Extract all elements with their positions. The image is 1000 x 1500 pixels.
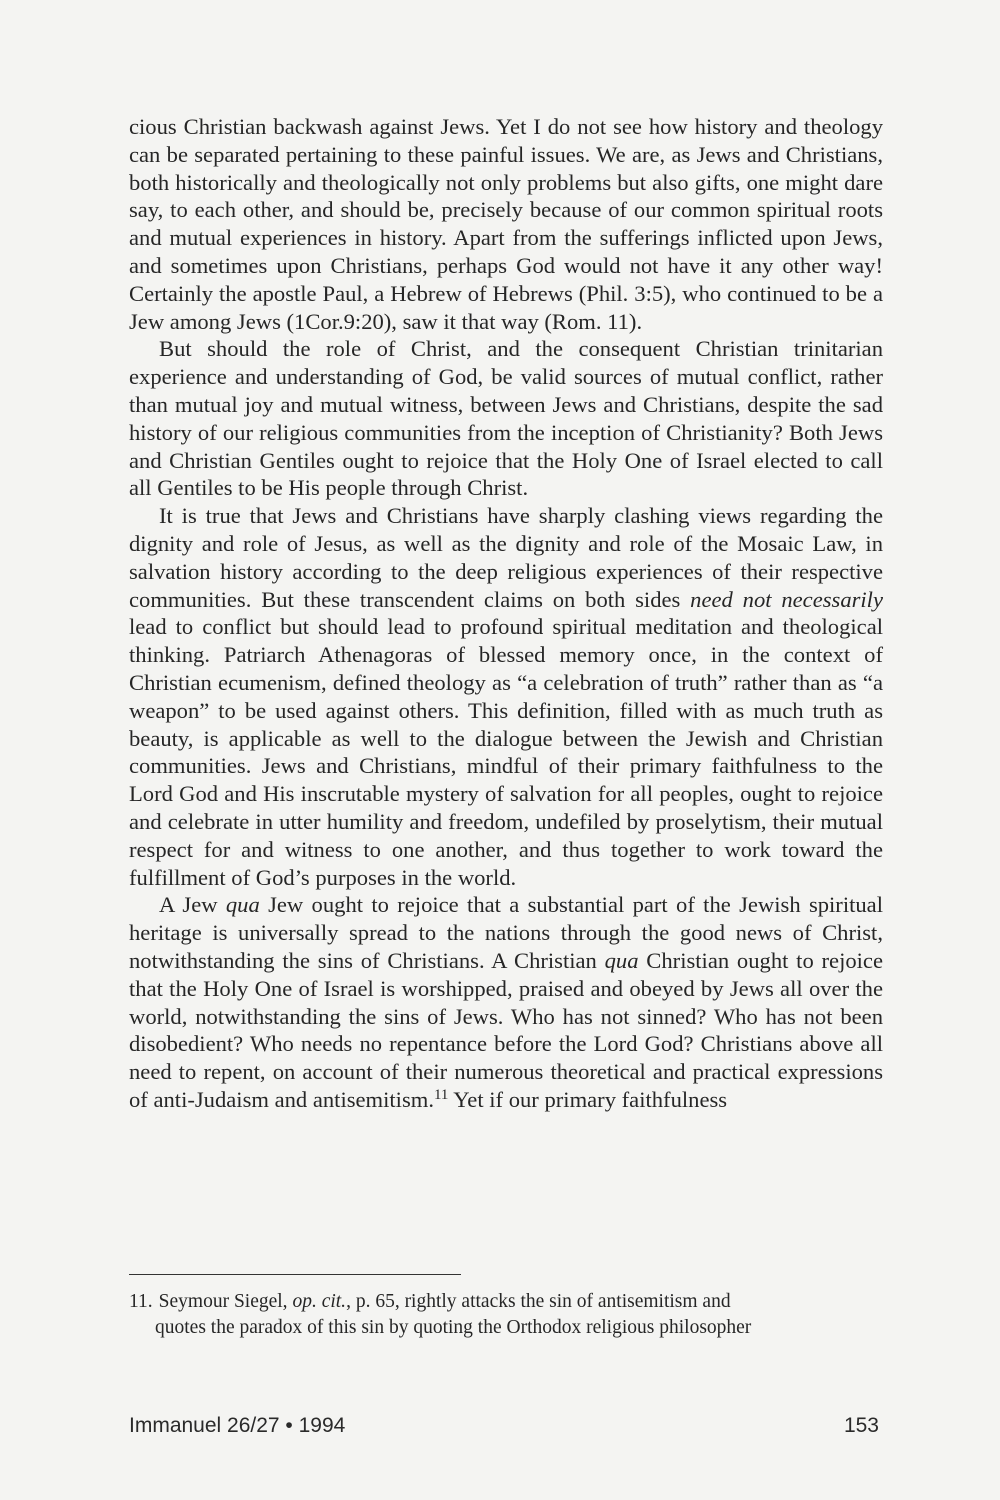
footnote-line-2: quotes the paradox of this sin by quoting the Orthodox religious philosopher <box>155 1316 752 1338</box>
footnote-text-b: , p. 65, rightly attacks the sin of antisemitism and <box>346 1291 731 1312</box>
footnote-emphasis: op. cit. <box>292 1291 347 1312</box>
paragraph-4 <box>129 891 883 1113</box>
paragraph-4-emphasis-1: qua <box>225 892 260 918</box>
page-number: 153 <box>843 1414 879 1437</box>
paragraph-3-text-b: lead to conflict but should lead to profound spiritual meditation and theological thinking. Patriarch Athenagoras of blessed memory once, in the context of Christian ecumenism, defined theology as “a celebration of truth” rather than as “a weapon” to be used against others. This definition, filled with as much truth as beauty, is applicable as well to the dialogue between the Jewish and Christian communities. Jews and Christians, mindful of their primary faithfulness to the Lord God and His inscrutable mystery of salvation for all peoples, ought to rejoice and celebrate in utter humility and freedom, undefiled by proselytism, their mutual respect for and witness to one another, and thus together to work toward the fulfillment of God’s purposes in the world. <box>129 614 883 890</box>
body-text <box>129 113 883 1114</box>
paragraph-4-text-c: Christian ought to rejoice that the Holy One of Israel is worshipped, praised and obeyed by Jews all over the world, notwithstanding the sins of Jews. Who has not sinned? Who has not been disobedient? Who needs no repentance before the Lord God? Christians above all need to repent, on account of their numerous theoretical and practical expressions of anti-Judaism and antisemitism. <box>129 947 883 1112</box>
paragraph-2-text: But should the role of Christ, and the consequent Christian trinitarian experience and understanding of God, be valid sources of mutual conflict, rather than mutual joy and mutual witness, between Jews and Christians, despite the sad history of our religious communities from the inception of Christianity? Both Jews and Christian Gentiles ought to rejoice that the Holy One of Israel elected to call all Gentiles to be His people through Christ. <box>129 336 883 501</box>
paragraph-4-emphasis-2: qua <box>604 947 639 973</box>
paragraph-4-text-b: Jew ought to rejoice that a substantial part of the Jewish spiritual heritage is universally spread to the nations through the good news of Christ, notwithstanding the sins of Christians. A Christian <box>129 892 883 973</box>
paragraph-1 <box>129 113 883 335</box>
paragraph-3-text-a: It is true that Jews and Christians have sharply clashing views regarding the dignity and role of Jesus, as well as the dignity and role of the Mosaic Law, in salvation history according to the deep religious experiences of their respective communities. But these transcendent claims on both sides <box>129 503 883 612</box>
footnote-reference: 11 <box>433 1086 449 1103</box>
paragraph-4-text-a: A Jew <box>159 892 226 918</box>
paragraph-3-emphasis: need not necessarily <box>690 586 883 612</box>
footnote-number: 11. <box>129 1291 153 1312</box>
paragraph-2 <box>129 335 883 502</box>
paragraph-1-text: cious Christian backwash against Jews. Yet I do not see how history and theology can be separated pertaining to these painful issues. We are, as Jews and Christians, both historically and theologically not only problems but also gifts, one might dare say, to each other, and should be, precisely because of our common spiritual roots and mutual experiences in history. Apart from the sufferings inflicted upon Jews, and sometimes upon Christians, perhaps God would not have it any other way! Certainly the apostle Paul, a Hebrew of Hebrews (Phil. 3:5), who continued to be a Jew among Jews (1Cor.9:20), saw it that way (Rom. 11). <box>129 114 883 334</box>
footnote-text-a: Seymour Siegel, <box>158 1291 293 1312</box>
paragraph-4-text-d: Yet if our primary faithfulness <box>448 1086 728 1112</box>
running-footer-journal: Immanuel 26/27 • 1994 <box>129 1414 346 1437</box>
footnote-separator <box>129 1274 461 1275</box>
paragraph-3 <box>129 502 883 891</box>
footnote <box>129 1289 883 1340</box>
